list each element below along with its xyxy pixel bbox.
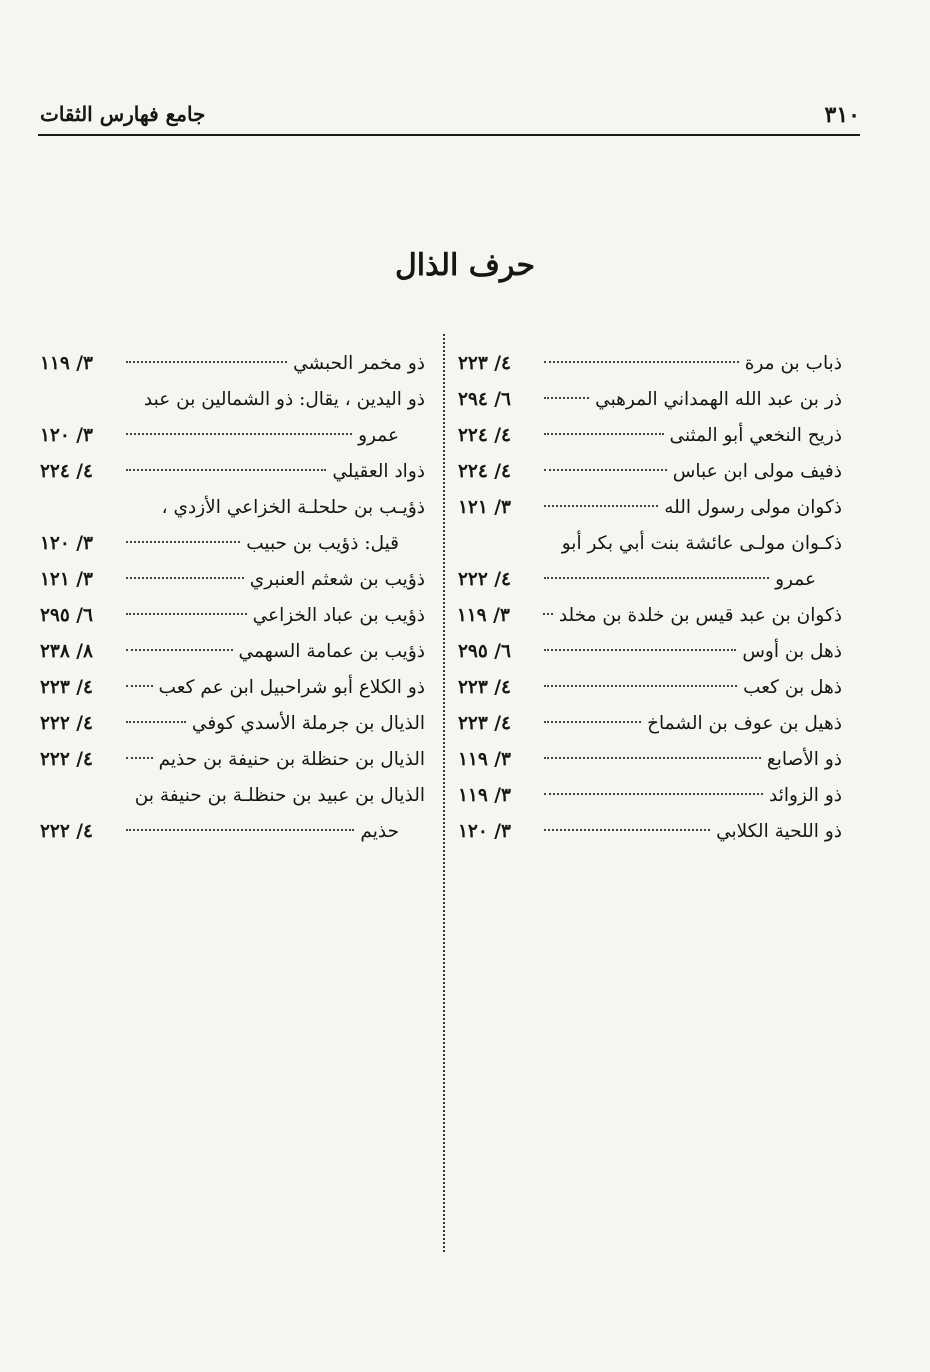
entry-reference: ٣/ ١٢١ xyxy=(40,569,93,590)
entry-name: ذهيل بن عوف بن الشماخ xyxy=(647,713,842,734)
entry-name: ذباب بن مرة xyxy=(744,353,842,374)
entry-reference: ٣/ ١٢٠ xyxy=(458,821,511,842)
entry-reference: ٣/ ١٢٠ xyxy=(40,425,93,446)
entry-reference: ٤/ ٢٢٢ xyxy=(40,749,93,770)
dot-leader xyxy=(543,613,553,615)
entry-name: الذيال بن جرملة الأسدي كوفي xyxy=(191,713,425,734)
entry-reference: ٤/ ٢٢٢ xyxy=(40,713,93,734)
running-title: جامع فهارس الثقات xyxy=(40,102,206,126)
dot-leader xyxy=(126,577,244,579)
dot-leader xyxy=(544,469,667,471)
entry-name: ذكوان بن عبد قيس بن خلدة بن مخلد xyxy=(558,605,842,626)
dot-leader xyxy=(544,649,736,651)
index-entry xyxy=(458,670,842,706)
index-entry xyxy=(458,418,842,454)
index-entry xyxy=(40,670,425,706)
dot-leader xyxy=(126,685,153,687)
index-entry xyxy=(458,454,842,490)
dot-leader xyxy=(544,577,769,579)
index-entry xyxy=(40,490,425,526)
entry-name: ذكوان مولى رسول الله xyxy=(664,497,842,518)
dot-leader xyxy=(126,541,240,543)
index-entry xyxy=(40,814,425,850)
index-entry xyxy=(40,706,425,742)
index-entry xyxy=(458,706,842,742)
page-header xyxy=(38,96,860,136)
entry-reference: ٤/ ٢٢٤ xyxy=(458,461,511,482)
dot-leader xyxy=(544,757,761,759)
entry-name: ذر بن عبد الله الهمداني المرهبي xyxy=(595,389,842,410)
entry-reference: ٤/ ٢٢٣ xyxy=(458,353,511,374)
entry-name: ذو الأصابع xyxy=(766,749,842,770)
index-entry xyxy=(40,778,425,814)
dot-leader xyxy=(126,613,247,615)
entry-name: الذيال بن عبيد بن حنظلـة بن حنيفة بن xyxy=(134,785,425,806)
index-entry xyxy=(458,490,842,526)
index-entry xyxy=(40,454,425,490)
entry-reference: ٦/ ٢٩٤ xyxy=(458,389,511,410)
dot-leader xyxy=(544,361,739,363)
entry-reference: ٤/ ٢٢٢ xyxy=(458,569,511,590)
dot-leader xyxy=(544,685,737,687)
entry-name: ذهل بن أوس xyxy=(742,641,842,662)
dot-leader xyxy=(544,829,710,831)
dot-leader xyxy=(544,505,658,507)
entry-reference: ٤/ ٢٢٤ xyxy=(458,425,511,446)
entry-name: ذكـوان مولـى عائشة بنت أبي بكر أبو xyxy=(561,533,842,554)
entry-reference: ٣/ ١١٩ xyxy=(458,785,511,806)
index-column-left xyxy=(40,346,425,850)
index-entry xyxy=(458,382,842,418)
dot-leader xyxy=(544,721,641,723)
index-entry xyxy=(40,382,425,418)
index-column-right xyxy=(458,346,842,850)
entry-name: ذؤيب بن عباد الخزاعي xyxy=(252,605,425,626)
dot-leader xyxy=(126,433,352,435)
dot-leader xyxy=(126,469,326,471)
dot-leader xyxy=(126,829,354,831)
entry-name: ذو مخمر الحبشي xyxy=(293,353,425,374)
dot-leader xyxy=(126,757,153,759)
index-entry xyxy=(458,742,842,778)
entry-reference: ٣/ ١٢٠ xyxy=(40,533,93,554)
entry-name: ذهل بن كعب xyxy=(743,677,842,698)
entry-reference: ٣/ ١١٩ xyxy=(40,353,93,374)
index-entry xyxy=(40,598,425,634)
entry-name: ذو اليدين ، يقال: ذو الشمالين بن عبد xyxy=(143,389,425,410)
section-heading: حرف الذال xyxy=(395,248,535,283)
index-entry xyxy=(40,634,425,670)
entry-name: ذو الكلاع أبو شراحبيل ابن عم كعب xyxy=(158,677,425,698)
entry-name: الذيال بن حنظلة بن حنيفة بن حذيم xyxy=(158,749,425,770)
entry-reference: ٤/ ٢٢٢ xyxy=(40,821,93,842)
entry-reference: ٤/ ٢٢٣ xyxy=(40,677,93,698)
entry-reference: ٤/ ٢٢٣ xyxy=(458,677,511,698)
index-entry xyxy=(458,562,842,598)
index-entry xyxy=(458,346,842,382)
entry-name: ذواد العقيلي xyxy=(332,461,425,482)
entry-name: ذو الزوائد xyxy=(769,785,842,806)
dot-leader xyxy=(126,721,186,723)
entry-name: عمرو xyxy=(775,569,816,590)
entry-name: حذيم xyxy=(360,821,399,842)
index-entry xyxy=(40,346,425,382)
entry-name: ذؤيـب بن حلحلـة الخزاعي الأزدي ، xyxy=(161,497,425,518)
index-entry xyxy=(458,778,842,814)
index-entry xyxy=(458,634,842,670)
index-entry xyxy=(458,814,842,850)
entry-name: عمرو xyxy=(358,425,399,446)
entry-reference: ٣/ ١١٩ xyxy=(456,605,510,626)
entry-name: ذفيف مولى ابن عباس xyxy=(672,461,842,482)
entry-name: ذو اللحية الكلابي xyxy=(716,821,842,842)
entry-reference: ٣/ ١٢١ xyxy=(458,497,511,518)
entry-name: ذؤيب بن عمامة السهمي xyxy=(238,641,425,662)
dot-leader xyxy=(544,433,664,435)
entry-name: ذريح النخعي أبو المثنى xyxy=(669,425,842,446)
dot-leader xyxy=(126,649,233,651)
index-entry xyxy=(458,598,842,634)
dot-leader xyxy=(544,793,763,795)
entry-reference: ٦/ ٢٩٥ xyxy=(458,641,511,662)
dot-leader xyxy=(544,397,589,399)
index-entry xyxy=(40,526,425,562)
entry-reference: ٦/ ٢٩٥ xyxy=(40,605,93,626)
entry-reference: ٨/ ٢٣٨ xyxy=(40,641,93,662)
index-entry xyxy=(40,742,425,778)
entry-reference: ٣/ ١١٩ xyxy=(458,749,511,770)
dot-leader xyxy=(126,361,287,363)
entry-name: ذؤيب بن شعثم العنبري xyxy=(249,569,425,590)
entry-reference: ٤/ ٢٢٤ xyxy=(40,461,93,482)
index-entry xyxy=(40,418,425,454)
column-divider xyxy=(443,334,445,1252)
page-number: ٣١٠ xyxy=(824,102,860,128)
entry-reference: ٤/ ٢٢٣ xyxy=(458,713,511,734)
entry-name: قيل: ذؤيب بن حبيب xyxy=(246,533,399,554)
index-entry xyxy=(40,562,425,598)
index-entry xyxy=(458,526,842,562)
